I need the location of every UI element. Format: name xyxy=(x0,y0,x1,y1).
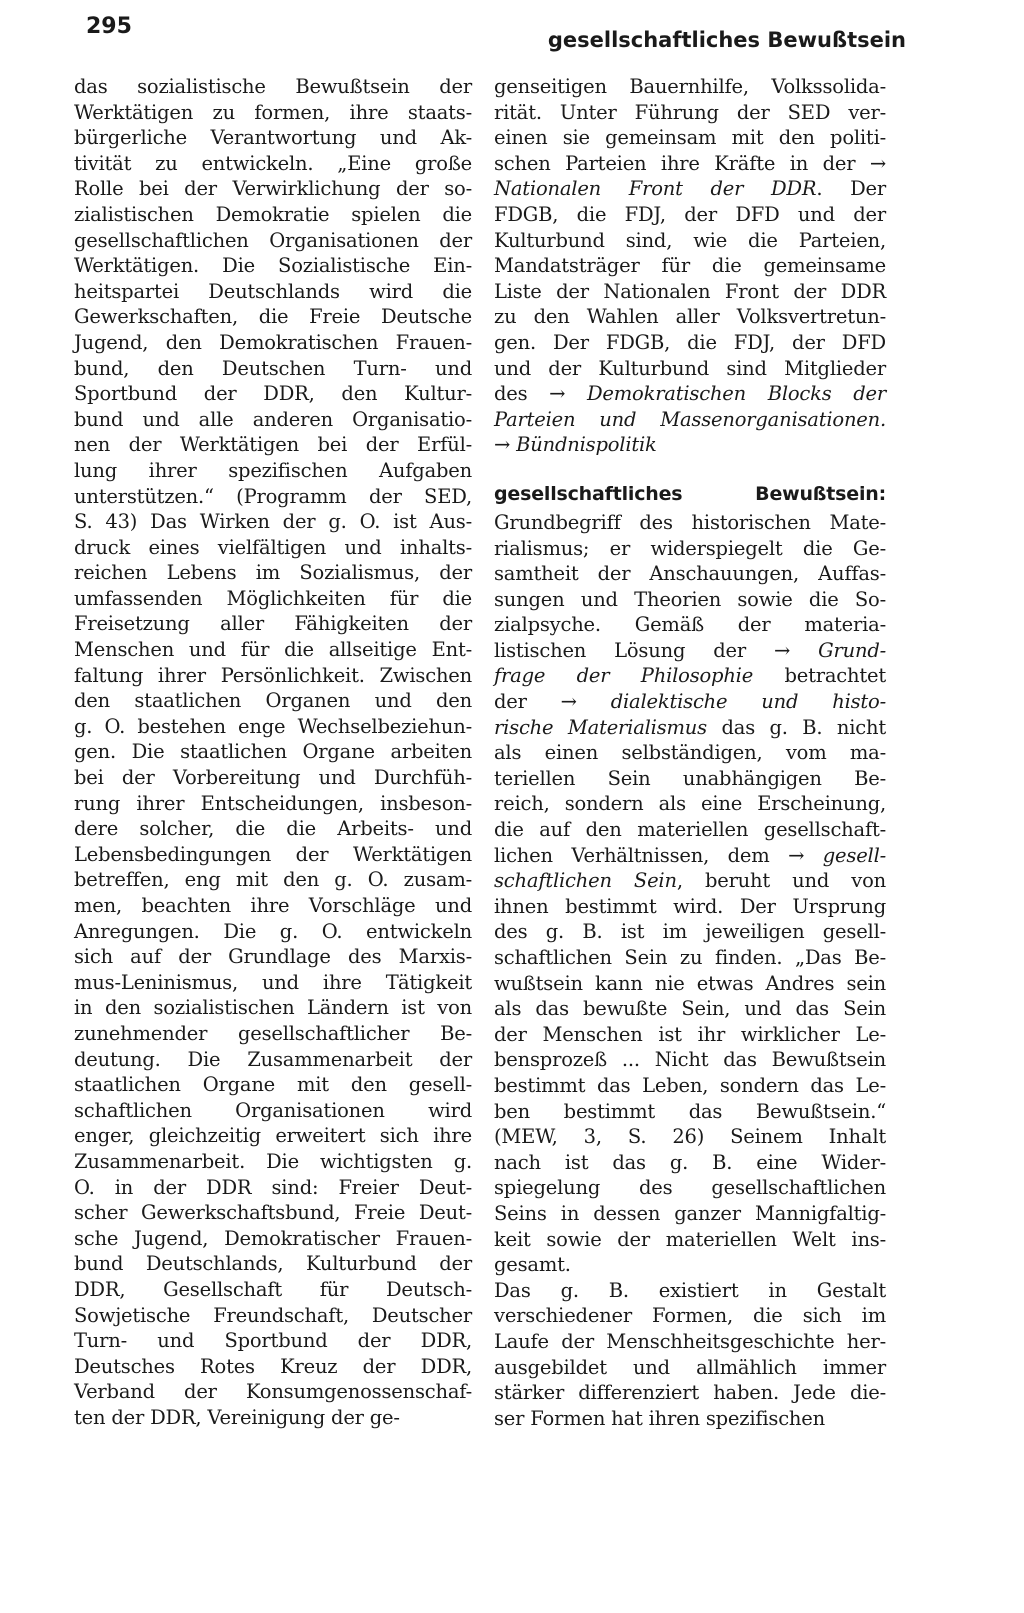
text-line: teriellen Sein unabhängigen Be- xyxy=(494,766,886,790)
text-line: keit sowie der materiellen Welt ins- xyxy=(494,1227,886,1251)
text-line: scher Gewerkschaftsbund, Freie Deut- xyxy=(74,1201,472,1225)
cross-reference[interactable]: Nationalen Front der DDR xyxy=(494,177,817,201)
text-line: Verband der Konsumgenossenschaf- xyxy=(74,1380,472,1404)
running-head: gesellschaftliches Bewußtsein xyxy=(547,28,906,52)
text-line: schaftlichen Sein zu finden. „Das Be- xyxy=(494,946,886,969)
page-number: 295 xyxy=(86,14,132,39)
text-line: einen sie gemeinsam mit den politi- xyxy=(494,126,886,150)
text-line: nen der Werktätigen bei der Erfül- xyxy=(74,433,472,457)
text-line: zialpsyche. Gemäß der materia- xyxy=(494,613,886,637)
text-line: Rolle bei der Verwirklichung der so- xyxy=(74,177,472,201)
text-line: Kulturbund sind, wie die Parteien, xyxy=(494,228,886,252)
text-line: mus-Leninismus, und ihre Tätigkeit xyxy=(74,970,472,994)
text-line: bund und alle anderen Organisatio- xyxy=(74,407,472,431)
cross-reference[interactable]: Bündnispolitik xyxy=(516,433,657,457)
text-line: als das bewußte Sein, und das Sein xyxy=(494,997,886,1021)
text-line: g. O. bestehen enge Wechselbeziehun- xyxy=(74,714,472,738)
entry-heading: gesellschaftliches Bewußtsein: xyxy=(494,482,886,505)
text-line: der → dialektische und histo- xyxy=(494,690,886,714)
text-line: frage der Philosophie betrachtet xyxy=(494,664,886,688)
text-line: heitspartei Deutschlands wird die xyxy=(74,279,472,303)
text-line: reich, sondern als eine Erscheinung, xyxy=(494,792,886,816)
text-line: Sportbund der DDR, den Kultur- xyxy=(74,382,472,406)
text-line: gen. Der FDGB, die FDJ, der DFD xyxy=(494,330,886,354)
text-line: listischen Lösung der → Grund- xyxy=(494,638,886,662)
text-line: zialistischen Demokratie spielen die xyxy=(74,202,472,226)
text-line: Mandatsträger für die gemeinsame xyxy=(494,254,886,278)
text-line: → Bündnispolitik xyxy=(494,433,657,457)
text-line: als einen selbständigen, vom ma- xyxy=(494,741,886,765)
text-line: Jugend, den Demokratischen Frauen- xyxy=(74,330,472,354)
text-line: der Menschen ist ihr wirklicher Le- xyxy=(494,1022,886,1046)
text-line: bund Deutschlands, Kulturbund der xyxy=(74,1252,472,1276)
text-line: dere solcher, die die Arbeits- und xyxy=(74,817,472,841)
text-line: des g. B. ist im jeweiligen gesell- xyxy=(494,920,886,944)
right-column xyxy=(494,74,886,1431)
text-line: rialismus; er widerspiegelt die Ge- xyxy=(494,536,886,560)
text-line: Gewerkschaften, die Freie Deutsche xyxy=(74,305,472,329)
text-line: gen. Die staatlichen Organe arbeiten xyxy=(74,740,472,764)
text-line: wußtsein kann nie etwas Andres sein xyxy=(494,971,886,995)
text-line: sich auf der Grundlage des Marxis- xyxy=(74,945,472,969)
text-line: ten der DDR, Vereinigung der ge- xyxy=(74,1405,400,1429)
text-line: tivität zu entwickeln. „Eine große xyxy=(74,151,472,175)
text-line: ser Formen hat ihren spezifischen xyxy=(494,1406,825,1430)
text-line: Turn- und Sportbund der DDR, xyxy=(74,1329,472,1353)
text-line: S. 43) Das Wirken der g. O. ist Aus- xyxy=(74,510,472,534)
text-line: faltung ihrer Persönlichkeit. Zwischen xyxy=(74,663,472,687)
text-line: men, beachten ihre Vorschläge und xyxy=(74,894,472,917)
text-line: DDR, Gesellschaft für Deutsch- xyxy=(74,1277,472,1301)
text-line: Sowjetische Freundschaft, Deutscher xyxy=(74,1303,472,1327)
text-line: Lebensbedingungen der Werktätigen xyxy=(74,842,472,866)
text-line: verschiedener Formen, die sich im xyxy=(494,1304,886,1328)
text-line: nach ist das g. B. eine Wider- xyxy=(494,1150,886,1174)
text-line: Das g. B. existiert in Gestalt xyxy=(494,1278,886,1302)
cross-reference[interactable]: Demokratischen Blocks der xyxy=(586,382,886,406)
text-line: unterstützen.“ (Programm der SED, xyxy=(74,484,472,508)
text-line: rische Materialismus das g. B. nicht xyxy=(494,715,887,739)
text-line: ausgebildet und allmählich immer xyxy=(494,1355,886,1379)
text-line: Werktätigen. Die Sozialistische Ein- xyxy=(74,254,472,278)
text-line: Nationalen Front der DDR. Der xyxy=(494,177,886,201)
text-line: gesamt. xyxy=(494,1253,571,1277)
text-line: umfassenden Möglichkeiten für die xyxy=(74,586,472,610)
text-line xyxy=(494,407,886,433)
text-line: bei der Vorbereitung und Durchfüh- xyxy=(74,766,472,790)
text-line: Werktätigen zu formen, ihre staats- xyxy=(74,100,472,124)
text-line: Zusammenarbeit. Die wichtigsten g. xyxy=(74,1149,472,1173)
text-line: in den sozialistischen Ländern ist von xyxy=(74,996,472,1020)
left-column xyxy=(74,74,472,1430)
text-line: sche Jugend, Demokratischer Frauen- xyxy=(74,1226,472,1250)
text-line: zu den Wahlen aller Volksvertretun- xyxy=(494,305,886,329)
text-line: samtheit der Anschauungen, Auffas- xyxy=(494,562,886,586)
text-line: gesellschaftlichen Organisationen der xyxy=(74,228,472,252)
text-line: (MEW, 3, S. 26) Seinem Inhalt xyxy=(494,1125,886,1149)
text-line: betreffen, eng mit den g. O. zusam- xyxy=(74,868,472,892)
text-line: schen Parteien ihre Kräfte in der → xyxy=(494,151,886,175)
text-line: das sozialistische Bewußtsein der xyxy=(74,75,472,98)
text-line: Liste der Nationalen Front der DDR xyxy=(494,279,886,303)
text-line: schaftlichen Organisationen wird xyxy=(74,1098,472,1122)
text-line: bensprozeß ... Nicht das Bewußtsein xyxy=(494,1048,886,1072)
text-line: ben bestimmt das Bewußtsein.“ xyxy=(494,1099,886,1123)
text-line: Laufe der Menschheitsgeschichte her- xyxy=(494,1329,886,1353)
text-line: enger, gleichzeitig erweitert sich ihre xyxy=(74,1124,472,1148)
text-line: rung ihrer Entscheidungen, insbeson- xyxy=(74,791,472,815)
text-line: lichen Verhältnissen, dem → gesell- xyxy=(494,843,886,867)
text-line: reichen Lebens im Sozialismus, der xyxy=(74,561,472,585)
cross-reference[interactable]: dialektische und histo- xyxy=(610,690,886,714)
cross-reference-continued[interactable]: rische Materialismus xyxy=(494,715,707,739)
text-line: schaftlichen Sein, beruht und von xyxy=(494,869,886,893)
text-line: Menschen und für die allseitige Ent- xyxy=(74,638,472,662)
text-line: und der Kulturbund sind Mitglieder xyxy=(494,356,886,380)
text-line: staatlichen Organe mit den gesell- xyxy=(74,1073,472,1097)
text-line: Deutsches Rotes Kreuz der DDR, xyxy=(74,1354,472,1378)
cross-reference[interactable]: gesell- xyxy=(822,843,886,867)
text-line: rität. Unter Führung der SED ver- xyxy=(494,100,886,124)
text-line: Freisetzung aller Fähigkeiten der xyxy=(74,612,472,636)
text-line: bürgerliche Verantwortung und Ak- xyxy=(74,126,472,150)
text-line: genseitigen Bauernhilfe, Volkssolida- xyxy=(494,75,886,98)
text-line: stärker differenziert haben. Jede die- xyxy=(494,1381,886,1405)
cross-reference-continued[interactable]: schaftlichen Sein xyxy=(494,869,677,893)
text-line: den staatlichen Organen und den xyxy=(74,689,472,713)
text-line: lung ihrer spezifischen Aufgaben xyxy=(74,458,472,482)
text-line: des → Demokratischen Blocks der xyxy=(494,382,886,406)
text-line: FDGB, die FDJ, der DFD und der xyxy=(494,202,886,226)
text-line: druck eines vielfältigen und inhalts- xyxy=(74,535,472,559)
text-line: ihnen bestimmt wird. Der Ursprung xyxy=(494,894,886,918)
cross-reference-continued[interactable]: frage der Philosophie xyxy=(494,664,754,688)
text-line: Seins in dessen ganzer Mannigfaltig- xyxy=(494,1201,886,1225)
text-line: bund, den Deutschen Turn- und xyxy=(74,356,472,380)
text-line: sungen und Theorien sowie die So- xyxy=(494,587,886,611)
cross-reference-continued[interactable]: Parteien und Massenorganisationen. xyxy=(494,407,886,431)
text-line: O. in der DDR sind: Freier Deut- xyxy=(74,1175,472,1199)
text-line: spiegelung des gesellschaftlichen xyxy=(494,1176,886,1200)
text-line: Grundbegriff des historischen Mate- xyxy=(494,510,886,534)
text-line: Anregungen. Die g. O. entwickeln xyxy=(74,919,472,943)
text-line: deutung. Die Zusammenarbeit der xyxy=(74,1047,472,1071)
text-line: zunehmender gesellschaftlicher Be- xyxy=(74,1021,472,1045)
text-line: die auf den materiellen gesellschaft- xyxy=(494,818,886,842)
text-line: bestimmt das Leben, sondern das Le- xyxy=(494,1073,886,1097)
cross-reference[interactable]: Grund- xyxy=(818,638,886,662)
